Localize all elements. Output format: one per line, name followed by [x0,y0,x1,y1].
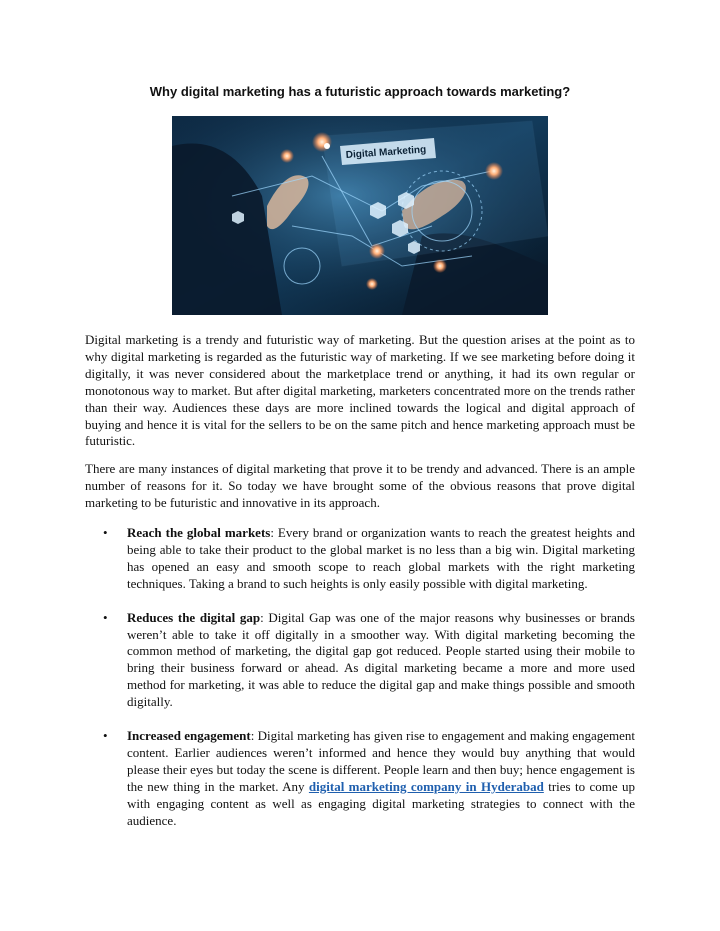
list-item-heading: Reach the global markets [127,525,271,540]
page-title: Why digital marketing has a futuristic approach towards marketing? [149,84,571,99]
list-item-text-after: tries to come up with engaging content as well as engaging digital marketing strategies to connect with the audience. [127,778,635,828]
bullet-icon: • [103,609,108,625]
list-item [85,728,635,829]
bullet-icon: • [103,525,108,540]
bullet-icon: • [103,728,108,744]
list-item-heading: Reduces the digital gap [127,609,261,625]
list-item-heading: Increased engagement [127,728,251,744]
hero-image [172,116,548,315]
list-item [85,610,635,711]
hero-overlay-text: Digital Marketing [345,144,427,161]
company-link[interactable]: digital marketing company in Hyderabad [308,778,544,794]
reasons-paragraph: There are many instances of digital marketing that prove it to be trendy and advanced. There is an ample number of reasons for it. So today we have brought some of the obvious reasons that prove digital marketing to be futuristic and innovative in its approach. [85,461,635,510]
list-item-text: : Digital Gap was one of the major reasons why businesses or brands weren’t able to take it off digitally in a smoother way. With digital marketing becoming the common method of marketing, the digital gap got reduced. People started using their mobile to bring their business forward or ahead. As digital marketing became a more and more used method for marketing, it was able to reduce the digital gap and make things possible and smooth digitally. [127,609,635,710]
list-item-text: : Every brand or organization wants to reach the greatest heights and being able to take their product to the global market is no less than a big win. Digital marketing has opened an easy and smooth scope to reach global markets with the right marketing techniques. Taking a brand to such heights is only easily possible with digital marketing. [127,525,635,591]
list-item [85,525,635,593]
intro-paragraph: Digital marketing is a trendy and futuristic way of marketing. But the question arises at the point as to why digital marketing is regarded as the futuristic way of marketing. If we see marketing before doing it digitally, it was never considered about the marketplace trend or anything, it had its own regular or monotonous way to market. But after digital marketing, marketers concentrated more on the trends rather than their way. Audiences these days are more inclined towards the logical and digital approach of buying and hence it is vital for the sellers to be on the same pitch and hence marketing approach must be futuristic. [85,332,635,449]
reasons-list [85,525,635,830]
list-item-text: : Digital marketing has given rise to engagement and making engagement content. Earlier audiences weren’t informed and hence they would buy anything that would please their eyes but today the scene is different. People learn and then buy; hence engagement is the new thing in the market. Any [127,728,635,794]
